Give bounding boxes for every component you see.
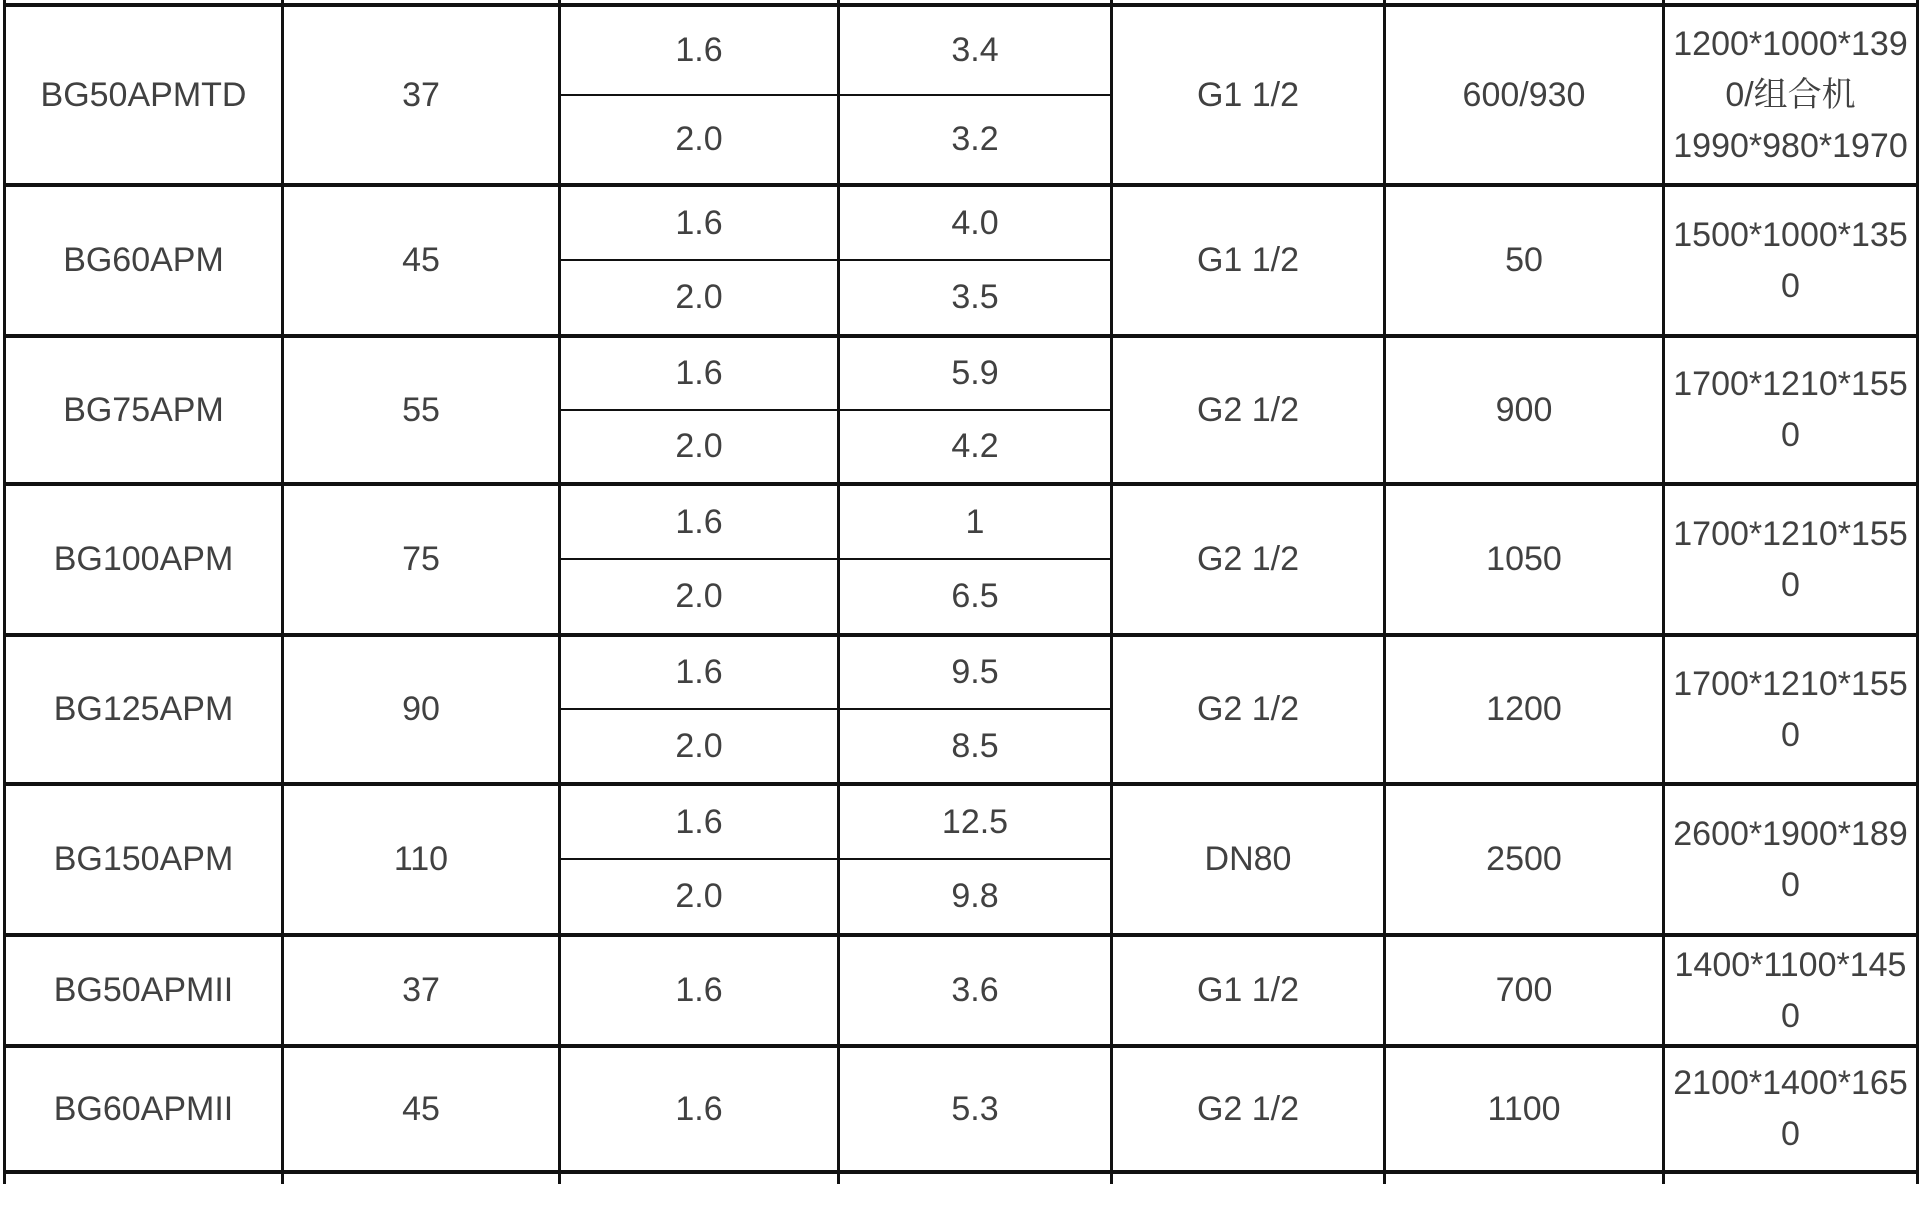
cell-flow: 5.9 <box>839 336 1112 410</box>
table-row <box>5 1046 1918 1172</box>
cell-flow: 4.0 <box>839 185 1112 260</box>
cell-pressure: 1.6 <box>560 484 839 559</box>
cell-connection: G1 1/2 <box>1112 935 1385 1046</box>
cell-pressure: 1.6 <box>560 635 839 709</box>
partial-cell <box>1112 1172 1385 1184</box>
cell-power: 75 <box>283 484 560 635</box>
cell-pressure: 1.6 <box>560 185 839 260</box>
cell-weight: 900 <box>1385 336 1664 484</box>
cell-connection: G2 1/2 <box>1112 336 1385 484</box>
cell-pressure: 1.6 <box>560 784 839 859</box>
cell-dimensions: 2100*1400*1650 <box>1664 1046 1918 1172</box>
cell-dimensions: 1700*1210*1550 <box>1664 336 1918 484</box>
cell-pressure: 1.6 <box>560 1046 839 1172</box>
cell-flow: 5.3 <box>839 1046 1112 1172</box>
cell-pressure: 2.0 <box>560 260 839 336</box>
cell-flow: 12.5 <box>839 784 1112 859</box>
partial-cell <box>1664 1172 1918 1184</box>
cell-dimensions: 1700*1210*1550 <box>1664 484 1918 635</box>
cell-power: 90 <box>283 635 560 784</box>
cell-model: BG150APM <box>5 784 283 935</box>
cell-dimensions: 1700*1210*1550 <box>1664 635 1918 784</box>
cell-model: BG60APMII <box>5 1046 283 1172</box>
cell-weight: 2500 <box>1385 784 1664 935</box>
cell-flow: 1 <box>839 484 1112 559</box>
cell-pressure: 1.6 <box>560 5 839 95</box>
cell-flow: 3.6 <box>839 935 1112 1046</box>
cell-pressure: 2.0 <box>560 559 839 635</box>
cell-flow: 4.2 <box>839 410 1112 484</box>
cell-connection: G1 1/2 <box>1112 5 1385 185</box>
cell-model: BG50APMII <box>5 935 283 1046</box>
table-row <box>5 484 1918 559</box>
cell-flow: 9.5 <box>839 635 1112 709</box>
cell-model: BG50APMTD <box>5 5 283 185</box>
cell-power: 37 <box>283 935 560 1046</box>
table-row <box>5 336 1918 410</box>
partial-cell <box>839 1172 1112 1184</box>
spec-table <box>3 0 1919 1184</box>
cell-flow: 9.8 <box>839 859 1112 935</box>
partial-cell <box>283 1172 560 1184</box>
cell-connection: G1 1/2 <box>1112 185 1385 336</box>
table-row <box>5 185 1918 260</box>
cell-pressure: 1.6 <box>560 935 839 1046</box>
cell-weight: 600/930 <box>1385 5 1664 185</box>
partial-cell <box>5 1172 283 1184</box>
cell-pressure: 2.0 <box>560 95 839 185</box>
cell-connection: G2 1/2 <box>1112 1046 1385 1172</box>
cell-power: 45 <box>283 1046 560 1172</box>
cell-flow: 8.5 <box>839 709 1112 784</box>
table-row <box>5 935 1918 1046</box>
table-row <box>5 5 1918 95</box>
cell-dimensions: 1400*1100*1450 <box>1664 935 1918 1046</box>
cell-dimensions: 2600*1900*1890 <box>1664 784 1918 935</box>
cell-pressure: 2.0 <box>560 709 839 784</box>
cell-flow: 3.2 <box>839 95 1112 185</box>
cell-weight: 1100 <box>1385 1046 1664 1172</box>
partial-cell <box>1385 1172 1664 1184</box>
cell-model: BG100APM <box>5 484 283 635</box>
cell-power: 37 <box>283 5 560 185</box>
cell-flow: 6.5 <box>839 559 1112 635</box>
cell-power: 55 <box>283 336 560 484</box>
cell-connection: G2 1/2 <box>1112 484 1385 635</box>
cell-pressure: 2.0 <box>560 859 839 935</box>
cell-connection: G2 1/2 <box>1112 635 1385 784</box>
table-row <box>5 784 1918 859</box>
cell-flow: 3.5 <box>839 260 1112 336</box>
cell-model: BG60APM <box>5 185 283 336</box>
row-partial-bottom <box>5 1172 1918 1184</box>
cell-pressure: 1.6 <box>560 336 839 410</box>
partial-cell <box>560 1172 839 1184</box>
cell-model: BG125APM <box>5 635 283 784</box>
cell-model: BG75APM <box>5 336 283 484</box>
table-row <box>5 635 1918 709</box>
cell-weight: 1050 <box>1385 484 1664 635</box>
cell-weight: 50 <box>1385 185 1664 336</box>
cell-dimensions: 1500*1000*1350 <box>1664 185 1918 336</box>
cell-flow: 3.4 <box>839 5 1112 95</box>
cell-power: 110 <box>283 784 560 935</box>
spec-table-body <box>5 0 1918 1184</box>
cell-pressure: 2.0 <box>560 410 839 484</box>
cell-weight: 1200 <box>1385 635 1664 784</box>
cell-power: 45 <box>283 185 560 336</box>
cell-connection: DN80 <box>1112 784 1385 935</box>
cell-dimensions: 1200*1000*1390/组合机 1990*980*1970 <box>1664 5 1918 185</box>
cell-weight: 700 <box>1385 935 1664 1046</box>
